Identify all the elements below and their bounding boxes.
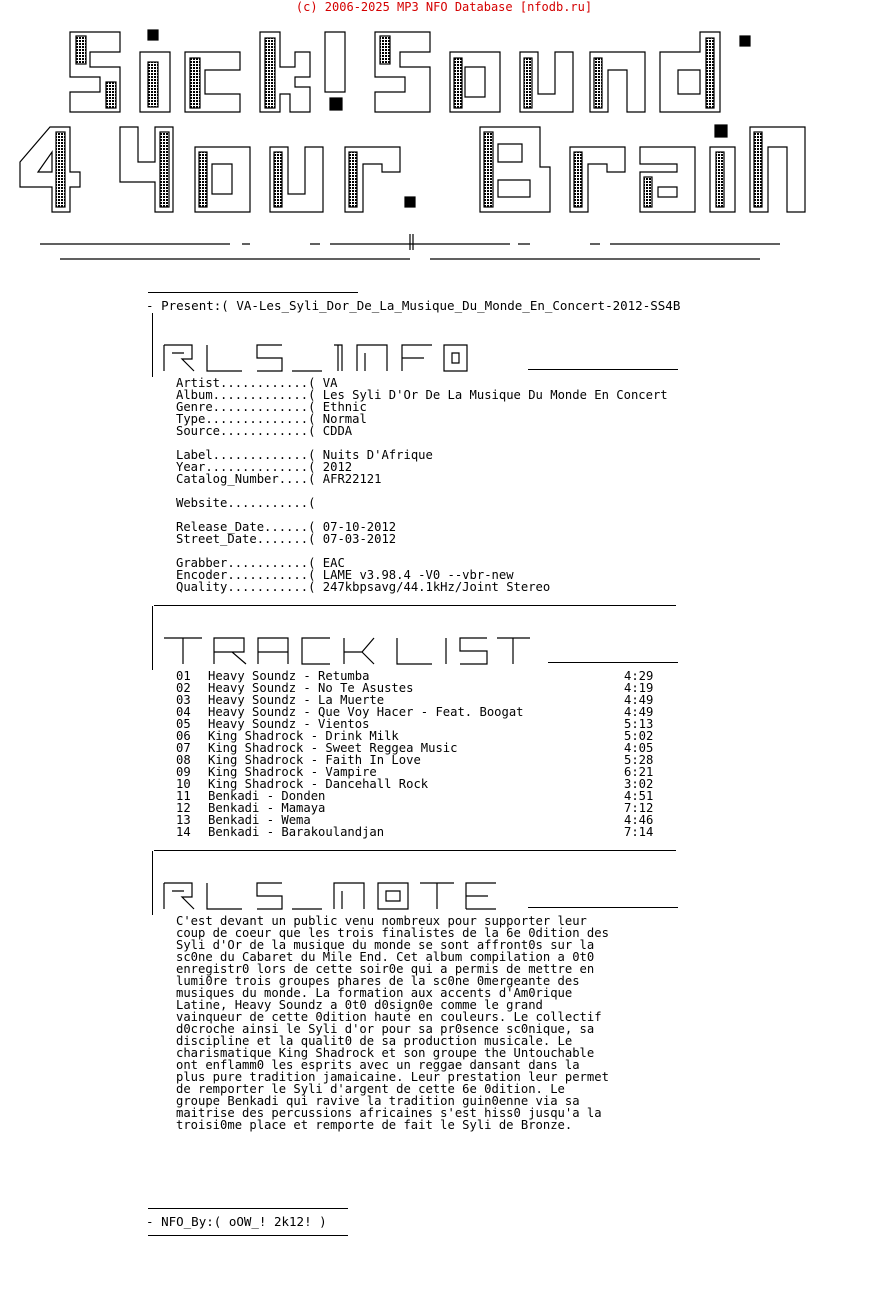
section-head-notes <box>146 871 746 915</box>
track-number: 01 <box>176 669 191 683</box>
track-number: 09 <box>176 765 191 779</box>
section-vline <box>152 851 153 915</box>
section-vline <box>152 313 153 377</box>
section-rule <box>548 662 678 663</box>
info-album: Album.............( Les Syli D'Or De La Musique Du Monde En Concert <box>176 388 668 402</box>
track-title: King Shadrock - Vampire <box>208 765 377 779</box>
track-number: 02 <box>176 681 191 695</box>
track-time: 4:49 <box>624 693 654 707</box>
section-title-notes-text: RLS_NOTES <box>162 881 168 882</box>
info-artist: Artist............( VA <box>176 376 338 390</box>
info-type: Type..............( Normal <box>176 412 367 426</box>
track-number: 07 <box>176 741 191 755</box>
track-number: 04 <box>176 705 191 719</box>
track-title: Heavy Soundz - Que Voy Hacer - Feat. Boogat <box>208 705 524 719</box>
copyright-header: (c) 2006-2025 MP3 NFO Database [nfodb.ru] <box>295 0 593 14</box>
section-title-infos-text: RLS_INFOS <box>162 343 168 344</box>
track-time: 4:51 <box>624 789 654 803</box>
section-title-notes <box>162 881 512 911</box>
track-number: 11 <box>176 789 191 803</box>
info-grabber: Grabber...........( EAC <box>176 556 345 570</box>
track-title: Benkadi - Wema <box>208 813 311 827</box>
footer-value: oOW_! 2k12! ) <box>228 1214 327 1229</box>
footer <box>146 1208 348 1236</box>
track-title: King Shadrock - Dancehall Rock <box>208 777 429 791</box>
footer-label: NFO_By:( <box>161 1214 222 1229</box>
info-genre: Genre.............( Ethnic <box>176 400 367 414</box>
info-encoder: Encoder...........( LAME v3.98.4 -V0 --vbr-new <box>176 568 514 582</box>
track-number: 05 <box>176 717 191 731</box>
track-time: 3:02 <box>624 777 654 791</box>
track-row <box>176 826 653 838</box>
present-line: - Present:( VA-Les_Syli_Dor_De_La_Musique_Du_Monde_En_Concert-2012-SS4B <box>146 298 681 313</box>
info-quality: Quality...........( 247kbpsavg/44.1kHz/Joint Stereo <box>176 580 551 594</box>
track-time: 4:05 <box>624 741 654 755</box>
track-number: 12 <box>176 801 191 815</box>
track-title: Heavy Soundz - No Te Asustes <box>208 681 414 695</box>
section-rule <box>528 369 678 370</box>
tracklist-table <box>176 670 653 838</box>
track-time: 7:12 <box>624 801 654 815</box>
section-title-infos <box>162 343 472 373</box>
track-number: 08 <box>176 753 191 767</box>
track-time: 4:29 <box>624 669 654 683</box>
section-vline <box>152 606 153 670</box>
info-source: Source............( CDDA <box>176 424 353 438</box>
track-number: 14 <box>176 825 191 839</box>
track-title: Benkadi - Donden <box>208 789 326 803</box>
tracklist-bottom-rule <box>154 838 676 851</box>
present-value: VA-Les_Syli_Dor_De_La_Musique_Du_Monde_En_Concert-2012-SS4B <box>236 298 681 313</box>
track-time: 4:49 <box>624 705 654 719</box>
info-website: Website...........( <box>176 496 316 510</box>
track-number: 06 <box>176 729 191 743</box>
track-title: Benkadi - Barakoulandjan <box>208 825 385 839</box>
section-title-tracklist-text: TRACKLIST <box>162 636 168 637</box>
track-time: 5:02 <box>624 729 654 743</box>
info-year: Year..............( 2012 <box>176 460 353 474</box>
track-title: King Shadrock - Drink Milk <box>208 729 399 743</box>
track-number: 03 <box>176 693 191 707</box>
section-head-tracklist <box>146 626 746 670</box>
section-rule <box>528 907 678 908</box>
section-head-infos <box>146 333 746 377</box>
track-time: 4:46 <box>624 813 654 827</box>
ascii-banner-logo <box>10 22 810 262</box>
track-time: 5:28 <box>624 753 654 767</box>
info-release-date: Release_Date......( 07-10-2012 <box>176 520 397 534</box>
info-catalog: Catalog_Number....( AFR22121 <box>176 472 382 486</box>
release-notes-text: C'est devant un public venu nombreux pour supporter leur coup de coeur que les trois finalistes de la 6e 0dition des Syli d'Or de la musique du monde se sont affront0s sur la sc0ne du Cabaret du Mile End. Cet album compilation a 0t0 enregistr0 lors de cette soir0e qui a permis de mettre en lumi0re trois groupes phares de la sc0ne 0mergeante des musiques du monde. La formation aux accents d'Am0rique Latine, Heavy Soundz a 0t0 d0sign0e comme le grand vainqueur de cette 0dition haute en couleurs. Le collectif d0croche ainsi le Syli d'or pour sa pr0sence sc0nique, sa discipline et la qualit0 de sa production musicale. Le charismatique King Shadrock et son groupe the Untouchable ont enflamm0 les esprits avec un reggae dansant dans la plus pure tradition jamaicaine. Leur prestation leur permet de remporter le Syli d'argent de cette 6e 0dition. Le groupe Benkadi qui ravive la tradition guin0enne via sa maitrise des percussions africaines s'est hiss0 jusqu'a la troisi0me place et remporte de fait le Syli de Bronze. <box>176 914 609 1132</box>
track-time: 5:13 <box>624 717 654 731</box>
track-time: 7:14 <box>624 825 654 839</box>
info-street-date: Street_Date.......( 07-03-2012 <box>176 532 397 546</box>
track-title: King Shadrock - Faith In Love <box>208 753 421 767</box>
info-label: Label.............( Nuits D'Afrique <box>176 448 433 462</box>
track-number: 10 <box>176 777 191 791</box>
track-title: Benkadi - Mamaya <box>208 801 326 815</box>
track-title: Heavy Soundz - La Muerte <box>208 693 385 707</box>
infos-block <box>176 377 746 593</box>
track-time: 6:21 <box>624 765 654 779</box>
nfo-body <box>146 292 746 1131</box>
section-title-tracklist <box>162 636 532 666</box>
track-title: King Shadrock - Sweet Reggea Music <box>208 741 458 755</box>
track-time: 4:19 <box>624 681 654 695</box>
present-label: Present:( <box>161 298 229 313</box>
footer-box-bottom <box>148 1229 348 1236</box>
track-title: Heavy Soundz - Vientos <box>208 717 370 731</box>
footer-line: - NFO_By:( oOW_! 2k12! ) <box>146 1214 327 1229</box>
infos-bottom-rule <box>154 593 676 606</box>
track-number: 13 <box>176 813 191 827</box>
track-title: Heavy Soundz - Retumba <box>208 669 370 683</box>
